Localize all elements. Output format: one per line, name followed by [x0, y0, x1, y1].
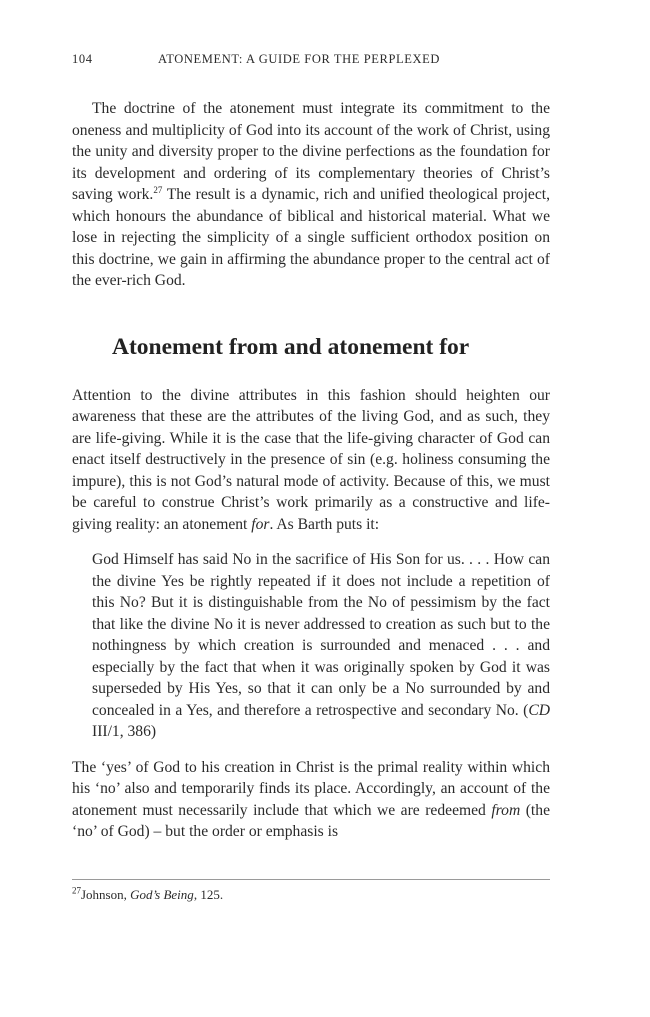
section-heading: Atonement from and atonement for — [112, 333, 470, 360]
quote-citation-italic: CD — [528, 701, 550, 719]
footnote-title: God’s Being — [130, 887, 194, 902]
quote-citation-rest: III/1, 386) — [92, 723, 157, 740]
quote-body: God Himself has said No in the sacrifice of His Son for us. . . . How can the divine Yes be rightly repeated if it does not include a repetition of this No? But it is distinguishable from the No of pessimism by the fact that like the divine No it is never addressed to creation as such but to the nothingness by which creation is surrounded and menaced . . . and especially by the fact that when it was originally spoken by God it was superseded by His Yes, so that it can only be a No surrounded by and concealed in a Yes, and therefore a retrospective and secondary No. ( — [92, 551, 550, 719]
footnote-author: Johnson, — [81, 887, 131, 902]
paragraph-2-emphasis: for — [251, 515, 270, 533]
main-text — [72, 98, 550, 843]
running-title: ATONEMENT: A GUIDE FOR THE PERPLEXED — [158, 52, 440, 66]
paragraph-2-text-after: . As Barth puts it: — [269, 515, 380, 533]
paragraph-2-text: Attention to the divine attributes in this fashion should heighten our awareness that these are the attributes of the living God, and as such, they are life-giving. While it is the case that the life-giving character of God can enact itself destructively in the presence of sin (e.g. holiness consuming the impure), this is not God’s natural mode of activity. Because of this, we must be careful to construe Christ’s work primarily as a constructive and life-giving reality: an atonement — [72, 386, 550, 533]
footnote-mark: 27 — [72, 885, 81, 896]
quote-text — [92, 549, 550, 743]
paragraph-1-text: The doctrine of the atonement must integrate its commitment to the oneness and multiplicity of God into its account of the work of Christ, using the unity and diversity proper to the divine perfections as the foundation for its development and ordering of its complementary theories of Christ’s saving work. — [72, 100, 550, 203]
paragraph-1 — [72, 98, 550, 292]
footnote-divider — [72, 879, 550, 880]
footnote-rest: , 125. — [193, 887, 224, 902]
paragraph-3 — [72, 757, 550, 843]
paragraph-3-text: The ‘yes’ of God to his creation in Christ is the primal reality within which his ‘no’ also and temporarily finds its place. Accordingly, an account of the atonement must necessarily include that which we are redeemed — [72, 758, 550, 819]
block-quote — [92, 549, 550, 743]
footnote — [72, 886, 550, 903]
paragraph-3-emphasis: from — [491, 801, 521, 819]
paragraph-2 — [72, 385, 550, 536]
footnote-reference: 27 — [153, 184, 163, 195]
paragraph-3-text-after: (the ‘no’ of God) – but the order or emphasis is — [72, 801, 550, 840]
page-number: 104 — [72, 52, 93, 66]
paragraph-1-text-after: The result is a dynamic, rich and unified theological project, which honours the abundance of biblical and historical material. What we lose in rejecting the simplicity of a single sufficient orthodox position on this doctrine, we gain in affirming the abundance proper to the central act of the ever-rich God. — [72, 186, 550, 289]
